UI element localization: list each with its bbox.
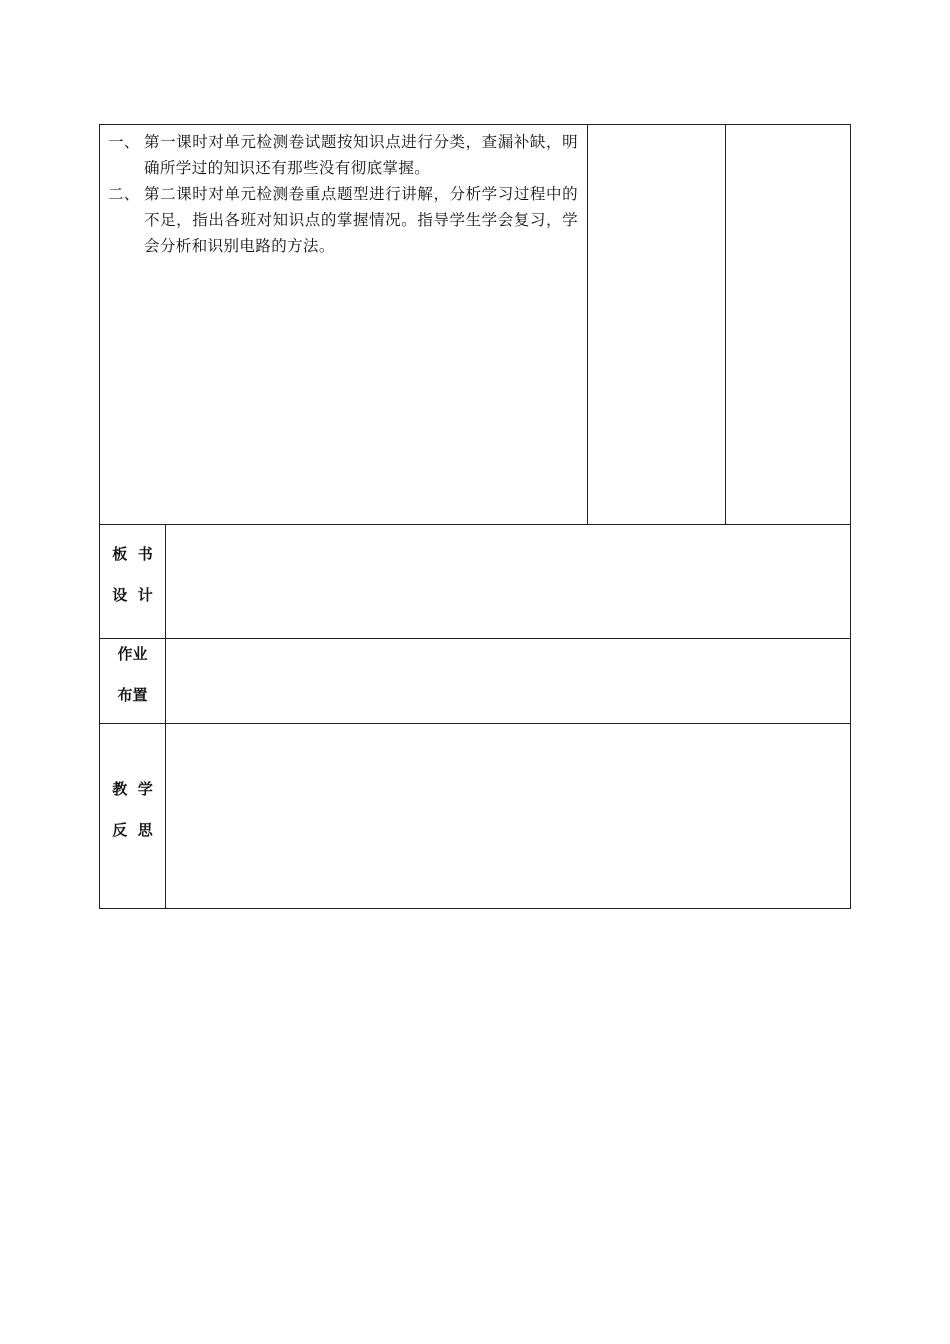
- reflection-label-line1: 教 学: [112, 780, 153, 798]
- procedure-item: [108, 181, 578, 259]
- procedure-item-number: 一、: [108, 133, 140, 151]
- procedure-item-number: 二、: [108, 185, 140, 203]
- board-design-label-line1: 板 书: [112, 545, 153, 563]
- board-design-label-line2: 设 计: [112, 586, 153, 604]
- procedure-item-text: 第一课时对单元检测卷试题按知识点进行分类，查漏补缺，明确所学过的知识还有那些没有彻底掌握。: [144, 133, 578, 177]
- homework-label: [100, 634, 165, 716]
- top-right-cell: [726, 125, 850, 524]
- top-middle-cell: [588, 125, 725, 524]
- lesson-procedure-cell: [100, 125, 588, 524]
- homework-content: [166, 639, 850, 723]
- board-design-label: [100, 534, 165, 616]
- board-design-content: [166, 525, 850, 638]
- homework-label-line1: 作业: [117, 645, 148, 663]
- reflection-content: [166, 724, 850, 908]
- lesson-plan-table: [99, 124, 851, 909]
- procedure-item: [108, 129, 578, 181]
- reflection-label-line2: 反 思: [112, 821, 153, 839]
- reflection-label: [100, 769, 165, 851]
- homework-label-line2: 布置: [117, 686, 148, 704]
- procedure-item-text: 第二课时对单元检测卷重点题型进行讲解，分析学习过程中的不足，指出各班对知识点的掌握情况。指导学生学会复习，学会分析和识别电路的方法。: [144, 185, 578, 255]
